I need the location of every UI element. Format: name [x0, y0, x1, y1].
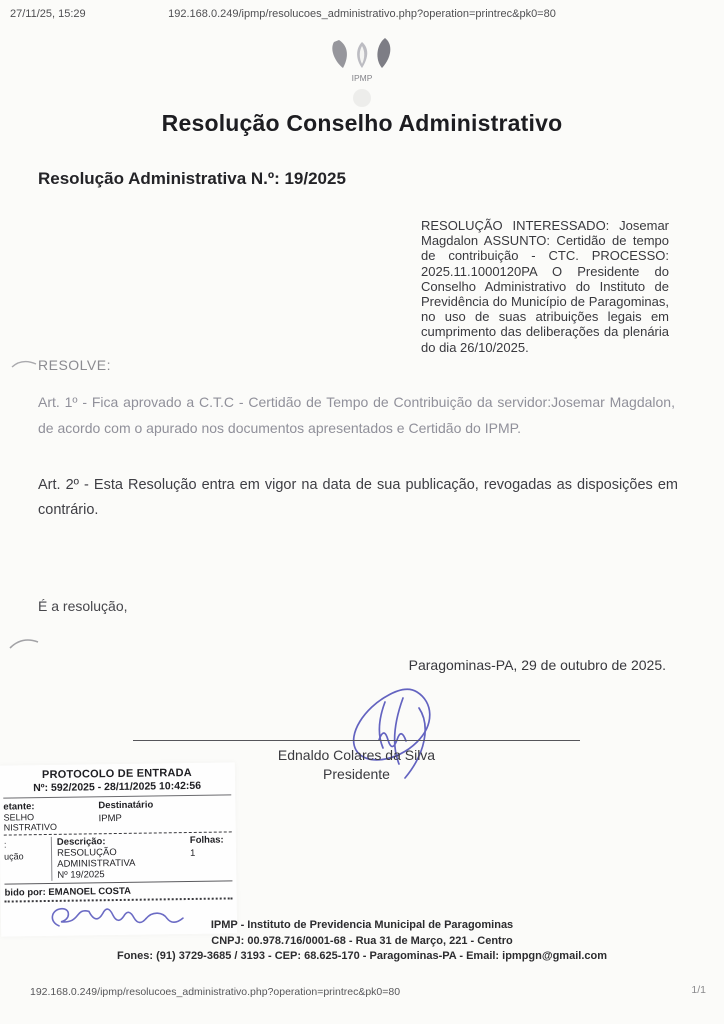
signer-role: Presidente: [323, 766, 390, 782]
org-footer-line3: Fones: (91) 3729-3685 / 3193 - CEP: 68.625-170 - Paragominas-PA - Email: ipmpgn@gmail.com: [116, 950, 607, 962]
stamp-sheets: [190, 834, 233, 879]
stamp-sheets-label: Folhas:: [189, 834, 224, 846]
stamp-title: PROTOCOLO DE ENTRADA: [41, 766, 192, 782]
svg-text:IPMP: IPMP: [351, 73, 373, 83]
stamp-description: [52, 835, 191, 881]
signer-name: Ednaldo Colares da Silva: [277, 747, 436, 763]
stamp-recipient-label: Destinatário: [98, 799, 154, 812]
stamp-recipient: [98, 798, 231, 831]
print-header-url: 192.168.0.249/ipmp/resolucoes_administrativo.php?operation=printrec&pk0=80: [168, 8, 556, 20]
stamp-parties-row: [3, 798, 231, 835]
stamp-sender-line1: SELHO: [3, 812, 35, 823]
stamp-recipient-value: IPMP: [98, 812, 122, 825]
place-and-date: Paragominas-PA, 29 de outubro de 2025.: [408, 657, 666, 673]
stamp-left-frag-text: ução: [4, 851, 24, 862]
stamp-sender: [3, 800, 98, 832]
stamp-description-row: [4, 834, 233, 884]
stamp-left-colon: :: [3, 839, 7, 850]
resolution-number-heading: Resolução Administrativa N.º: 19/2025: [38, 169, 346, 188]
pen-mark: [10, 356, 40, 375]
pen-mark: [8, 634, 42, 657]
protocol-stamp: [0, 762, 237, 936]
stamp-left-fragment: [4, 837, 53, 882]
stamp-sheets-value: 1: [189, 847, 196, 859]
org-footer-line2: CNPJ: 00.978.716/0001-68 - Rua 31 de Março, 221 - Centro: [211, 934, 513, 947]
org-footer: [0, 918, 724, 965]
ipmp-logo: [312, 34, 412, 115]
print-footer-page-number: 1/1: [691, 984, 706, 996]
ipmp-logo-icon: [312, 34, 412, 110]
stamp-received-by: bido por: EMANOEL COSTA: [5, 884, 233, 902]
stamp-description-line1: RESOLUÇÃO ADMINISTRATIVA: [56, 847, 136, 870]
resolution-preamble: RESOLUÇÃO INTERESSADO: Josemar Magdalon ASSUNTO: Certidão de tempo de contribuição - CTC. PROCESSO: 2025.11.1000120PA O Presidente do Conselho Administrativo do Instituto de Previdência do Município de Paragominas, no uso de suas atribuições legais em cumprimento das deliberações da plenária do dia 26/10/2025.: [421, 218, 669, 355]
stamp-sender-line2: NISTRATIVO: [3, 821, 58, 833]
print-header-datetime: 27/11/25, 15:29: [10, 8, 86, 20]
stamp-sender-label: etante:: [3, 801, 35, 813]
article-2-text: Art. 2º - Esta Resolução entra em vigor na data de sua publicação, revogadas as disposições em contrário.: [38, 477, 678, 518]
stamp-description-label: Descrição:: [56, 836, 106, 848]
org-footer-line1: IPMP - Instituto de Previdencia Municipal de Paragominas: [210, 919, 514, 931]
resolve-label: RESOLVE:: [38, 357, 111, 373]
closing-phrase: É a resolução,: [38, 598, 128, 614]
document-title: Resolução Conselho Administrativo: [161, 110, 563, 136]
article-1-text: Art. 1º - Fica aprovado a C.T.C - Certidão de Tempo de Contribuição da servidor:Josemar Magdalon, de acordo com o apurado nos documentos apresentados e Certidão do IPMP.: [38, 394, 675, 436]
stamp-number-line: Nº: 592/2025 - 28/11/2025 10:42:56: [3, 779, 231, 798]
print-footer-url: 192.168.0.249/ipmp/resolucoes_administrativo.php?operation=printrec&pk0=80: [30, 986, 401, 998]
stamp-description-line2: Nº 19/2025: [57, 869, 105, 881]
